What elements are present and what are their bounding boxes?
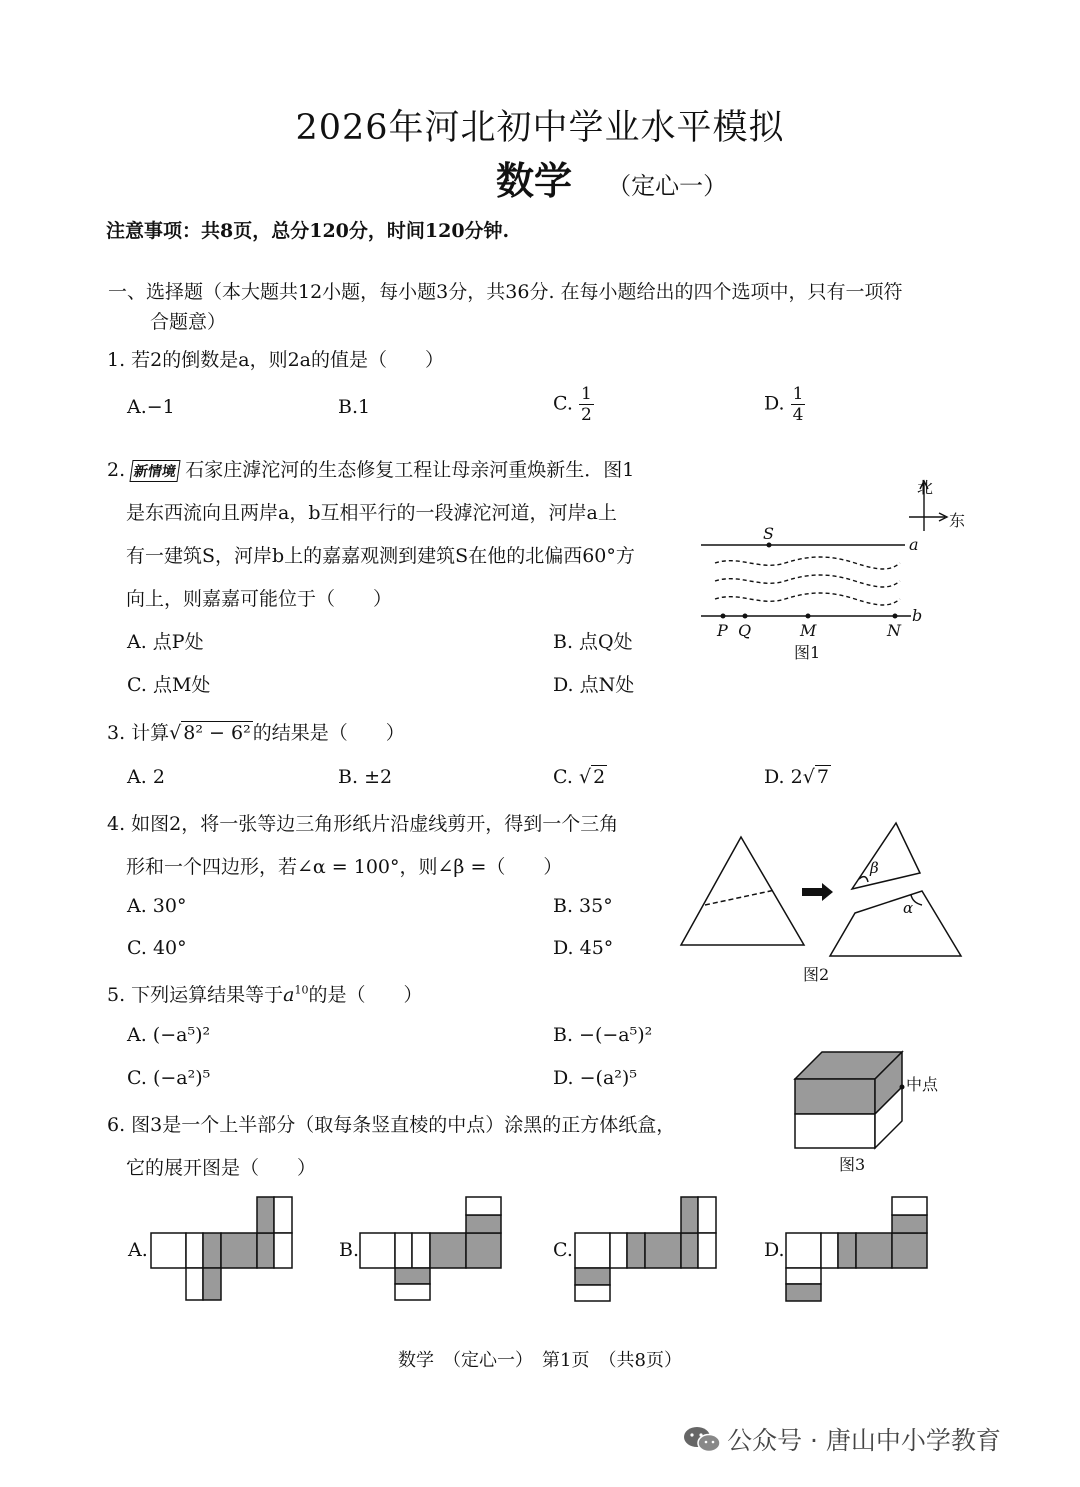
stem-prefix: 5. 下列运算结果等于: [107, 984, 284, 1006]
cut-quadrilateral: [830, 891, 961, 956]
net-face: [698, 1197, 716, 1233]
alpha-label: α: [903, 899, 914, 917]
net-face: [821, 1233, 838, 1268]
point-s: [767, 543, 772, 548]
q1-stem: 1. 若2的倒数是a，则2a的值是（ ）: [107, 349, 445, 371]
net-face: [203, 1233, 221, 1268]
east-label: 东: [949, 511, 966, 530]
page-footer: 数学 （定心一） 第1页 （共8页）: [398, 1350, 682, 1371]
net-face: [395, 1268, 430, 1284]
option-letter: C.: [553, 392, 573, 415]
q4-line1: 4. 如图2，将一张等边三角形纸片沿虚线剪开，得到一个三角: [107, 813, 619, 835]
fraction: [791, 384, 806, 425]
net-face: [838, 1233, 856, 1268]
sqrt-sign: √: [802, 766, 815, 788]
net-face: [257, 1197, 274, 1233]
q6-option-d-label[interactable]: D.: [764, 1239, 785, 1261]
water-wave: [715, 575, 900, 587]
net-face: [681, 1233, 698, 1268]
q5-option-c[interactable]: C. (−a²)⁵: [127, 1067, 211, 1089]
q5-option-b[interactable]: B. −(−a⁵)²: [553, 1024, 653, 1046]
point-q: [743, 614, 748, 619]
point-m: [806, 614, 811, 619]
net-face: [856, 1233, 892, 1268]
stem-suffix: 的是（ ）: [308, 984, 423, 1006]
watermark: [682, 1421, 1001, 1457]
cube-front-lower: [795, 1114, 875, 1148]
denominator: 4: [792, 405, 804, 425]
q6-option-c-label[interactable]: C.: [553, 1239, 573, 1261]
q3-stem: [107, 718, 405, 745]
figure-1-river: [695, 475, 975, 670]
b-label: b: [912, 606, 923, 625]
equilateral-triangle: [681, 837, 804, 945]
beta-label: β: [870, 859, 879, 877]
net-face: [892, 1233, 927, 1268]
net-face: [786, 1233, 821, 1268]
q3-option-a[interactable]: [127, 766, 165, 788]
q2-option-a[interactable]: A. 点P处: [127, 631, 204, 653]
sqrt-sign: √: [578, 766, 592, 788]
denominator: 2: [580, 405, 592, 425]
q6-option-a-net[interactable]: [150, 1194, 296, 1304]
north-label: 北: [917, 478, 934, 497]
a-label: a: [909, 535, 919, 554]
figure-caption: 图3: [839, 1155, 866, 1174]
coefficient: 2: [790, 766, 803, 788]
net-face: [892, 1197, 927, 1215]
net-face: [575, 1233, 610, 1268]
net-face: [892, 1215, 927, 1233]
q1-option-b[interactable]: [338, 396, 370, 418]
q4-option-b[interactable]: B. 35°: [553, 895, 613, 917]
p-label: P: [717, 621, 728, 640]
radicand: 2: [593, 766, 606, 788]
q2-line4: 向上，则嘉嘉可能位于（ ）: [126, 588, 393, 610]
wechat-icon: [682, 1424, 722, 1454]
net-face: [395, 1284, 430, 1300]
midpoint-label: 中点: [906, 1075, 939, 1094]
figure-3-cube: [785, 1042, 955, 1177]
notice: 注意事项：共8页，总分120分，时间120分钟.: [106, 220, 510, 242]
net-face: [257, 1233, 274, 1268]
option-letter: B.: [338, 396, 359, 418]
option-text: 2: [152, 766, 165, 788]
watermark-text: 公众号 · 唐山中小学教育: [727, 1426, 1001, 1455]
option-letter: A.: [127, 766, 147, 788]
q5-option-d[interactable]: D. −(a²)⁵: [553, 1067, 637, 1089]
option-text: −1: [146, 396, 175, 418]
q3-option-b[interactable]: [338, 766, 392, 788]
net-face: [627, 1233, 645, 1268]
q5-stem: [107, 980, 423, 1007]
q6-option-a-label[interactable]: A.: [128, 1239, 148, 1261]
net-face: [698, 1233, 716, 1268]
option-letter: A.: [127, 396, 147, 418]
q2-option-c[interactable]: C. 点M处: [127, 674, 211, 696]
net-face: [430, 1233, 466, 1268]
figure-caption: 图1: [794, 643, 821, 662]
net-face: [786, 1268, 821, 1284]
edition-label: （定心一）: [607, 172, 728, 200]
option-text: 1: [358, 396, 371, 418]
section-heading: 一、选择题（本大题共12小题，每小题3分，共36分. 在每小题给出的四个选项中，只有一项符: [108, 281, 903, 303]
option-letter: C.: [553, 766, 573, 788]
point-p: [721, 614, 726, 619]
q2-option-d[interactable]: D. 点N处: [553, 674, 635, 696]
section-heading-cont: 合题意）: [150, 311, 227, 333]
q3-option-d[interactable]: [764, 766, 831, 788]
q6-option-d-net[interactable]: [785, 1194, 931, 1304]
exam-title: 2026年河北初中学业水平模拟: [295, 108, 785, 148]
midpoint-dot: [900, 1085, 905, 1090]
n-label: N: [887, 621, 901, 640]
option-text: ±2: [364, 766, 393, 788]
net-face: [186, 1268, 203, 1300]
net-face: [645, 1233, 681, 1268]
fraction: [579, 384, 594, 425]
net-face: [575, 1268, 610, 1285]
net-face: [786, 1284, 821, 1301]
net-face: [274, 1197, 292, 1233]
numerator: 1: [792, 384, 804, 404]
q-label: Q: [738, 621, 752, 640]
power-base: a: [283, 984, 295, 1006]
q6-line1: 6. 图3是一个上半部分（取每条竖直棱的中点）涂黑的正方体纸盒，: [107, 1114, 676, 1136]
net-face: [274, 1233, 292, 1268]
question-number: 2.: [107, 459, 126, 481]
net-face: [151, 1233, 186, 1268]
q4-option-c[interactable]: C. 40°: [127, 937, 187, 959]
net-face: [395, 1233, 412, 1268]
beta-arc: [859, 877, 868, 882]
net-face: [575, 1285, 610, 1301]
cut-small-triangle: [852, 823, 920, 889]
net-face: [360, 1233, 395, 1268]
sqrt-sign: √: [169, 722, 182, 744]
radicand: 7: [816, 766, 829, 788]
q4-option-a[interactable]: A. 30°: [127, 895, 187, 917]
q2-option-b[interactable]: B. 点Q处: [553, 631, 633, 653]
option-letter: B.: [338, 766, 359, 788]
q1-option-a[interactable]: [127, 396, 175, 418]
net-face: [412, 1233, 430, 1268]
net-face: [466, 1197, 501, 1215]
q3-option-c[interactable]: [553, 766, 607, 788]
net-face: [466, 1215, 501, 1233]
stem-suffix: 的结果是（ ）: [252, 722, 405, 744]
right-arrow-icon: [802, 883, 833, 901]
q4-option-d[interactable]: D. 45°: [553, 937, 614, 959]
q2-text: 石家庄滹沱河的生态修复工程让母亲河重焕新生．图1: [185, 459, 635, 481]
q6-option-b-net[interactable]: [359, 1194, 505, 1304]
net-face: [466, 1233, 501, 1268]
cut-line: [705, 890, 775, 905]
q6-option-c-net[interactable]: [574, 1194, 720, 1304]
point-n: [893, 614, 898, 619]
m-label: M: [800, 621, 817, 640]
cube-front-upper: [795, 1079, 875, 1114]
net-face: [221, 1233, 257, 1268]
q6-option-b-label[interactable]: B.: [339, 1239, 360, 1261]
numerator: 1: [580, 384, 592, 404]
subject-title: 数学: [496, 158, 573, 203]
s-label: S: [763, 524, 774, 543]
option-letter: D.: [764, 766, 785, 788]
q6-line2: 它的展开图是（ ）: [126, 1157, 317, 1179]
net-face: [681, 1197, 698, 1233]
q5-option-a[interactable]: A. (−a⁵)²: [127, 1024, 211, 1046]
q1-option-d[interactable]: [764, 384, 805, 425]
figure-2-triangle-cut: [675, 815, 970, 990]
q1-option-c[interactable]: [553, 384, 594, 425]
water-wave: [715, 593, 900, 605]
net-face: [186, 1233, 203, 1268]
water-wave: [715, 557, 900, 569]
subject-title-row: [496, 150, 727, 205]
new-context-tag: 新情境: [130, 460, 181, 482]
stem-prefix: 3. 计算: [107, 722, 170, 744]
figure-caption: 图2: [803, 965, 830, 984]
q2-line3: 有一建筑S，河岸b上的嘉嘉观测到建筑S在他的北偏西60°方: [126, 545, 635, 567]
q2-line2: 是东西流向且两岸a，b互相平行的一段滹沱河道，河岸a上: [126, 502, 617, 524]
power-exponent: 10: [294, 983, 309, 997]
option-letter: D.: [764, 392, 785, 415]
radicand: 8² − 6²: [183, 722, 251, 744]
q2-line1: [107, 455, 634, 482]
net-face: [203, 1268, 221, 1300]
q4-line2: 形和一个四边形，若∠α = 100°，则∠β =（ ）: [126, 856, 563, 878]
net-face: [610, 1233, 627, 1268]
